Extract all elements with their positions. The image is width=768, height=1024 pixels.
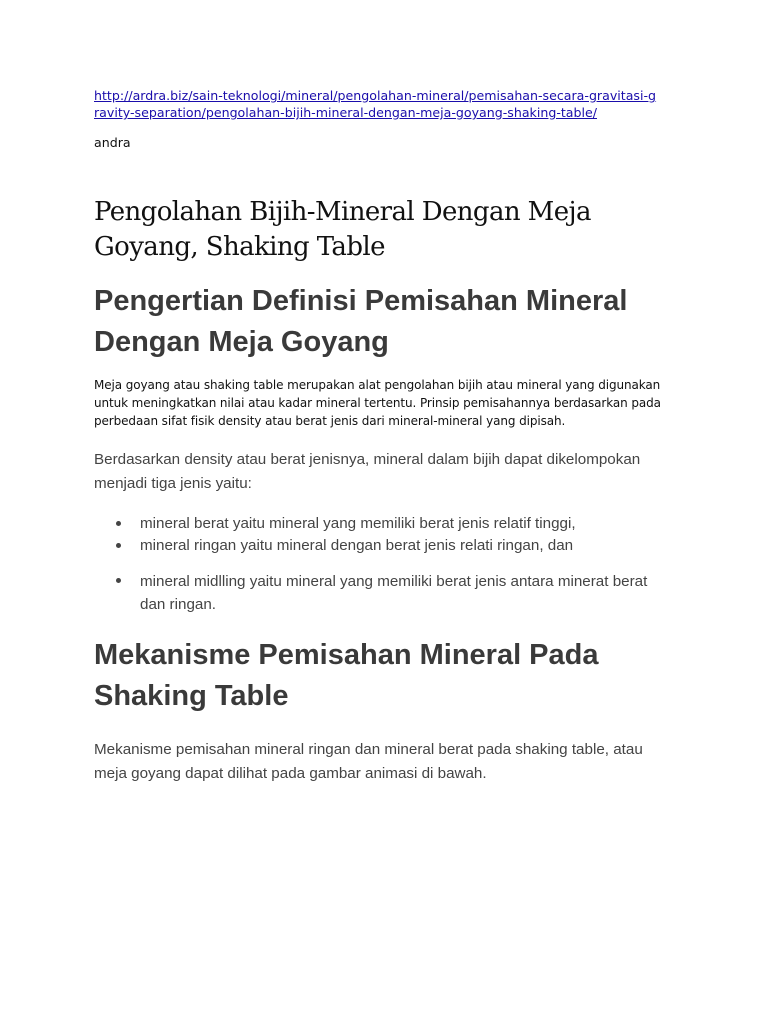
- bullet-icon: [116, 578, 121, 583]
- definition-intro-paragraph: Meja goyang atau shaking table merupakan alat pengolahan bijih atau mineral yang digunakan untuk meningkatkan nilai atau kadar mineral tertentu. Prinsip pemisahannya berdasarkan pada perbedaan sifat fisik density atau berat jenis dari mineral-mineral yang dipisah.: [94, 378, 661, 428]
- document-content: [94, 87, 674, 786]
- list-item-text: mineral ringan yaitu mineral dengan berat jenis relati ringan, dan: [140, 537, 574, 554]
- section-heading-mechanism: Mekanisme Pemisahan Mineral Pada Shaking Table: [94, 639, 599, 712]
- list-item: [94, 513, 669, 535]
- bullet-icon: [116, 521, 121, 526]
- section-heading-definition: Pengertian Definisi Pemisahan Mineral Dengan Meja Goyang: [94, 285, 628, 358]
- list-item-text: mineral berat yaitu mineral yang memiliki berat jenis relatif tinggi,: [140, 515, 576, 532]
- mineral-type-list: [94, 513, 669, 616]
- list-item: [94, 535, 669, 557]
- mechanism-paragraph: Mekanisme pemisahan mineral ringan dan mineral berat pada shaking table, atau meja goyang dapat dilihat pada gambar animasi di bawah.: [94, 741, 643, 782]
- source-url-link[interactable]: http://ardra.biz/sain-teknologi/mineral/pengolahan-mineral/pemisahan-secara-gravitasi-gravity-separation/pengolahan-bijih-mineral-dengan-meja-goyang-shaking-table/: [94, 88, 657, 120]
- author-name: andra: [94, 135, 131, 150]
- page-title: Pengolahan Bijih-Mineral Dengan Meja Goyang, Shaking Table: [94, 197, 591, 262]
- density-paragraph: Berdasarkan density atau berat jenisnya, mineral dalam bijih dapat dikelompokan menjadi tiga jenis yaitu:: [94, 451, 641, 492]
- bullet-icon: [116, 543, 121, 548]
- list-item: [94, 570, 669, 616]
- list-item-text: mineral midlling yaitu mineral yang memiliki berat jenis antara minerat berat dan ringan.: [140, 573, 648, 613]
